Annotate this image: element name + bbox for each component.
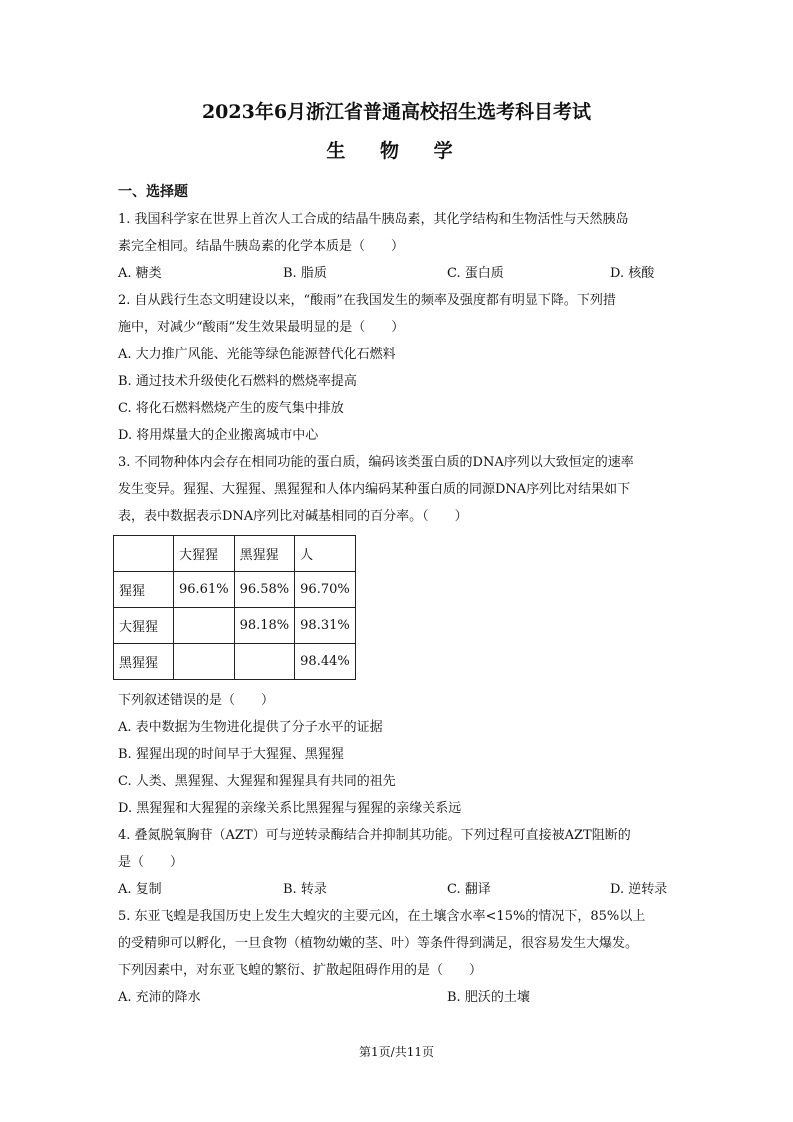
dna-comparison-table	[113, 535, 356, 680]
q1-option-c: C. 蛋白质	[447, 266, 504, 281]
q4-option-a: A. 复制	[118, 882, 162, 897]
q2-option-b: B. 通过技术升级使化石燃料的燃烧率提高	[118, 374, 357, 389]
q3-option-a: A. 表中数据为生物进化提供了分子水平的证据	[118, 720, 383, 735]
table-cell: 96.61%	[174, 572, 235, 608]
q4-option-c: C. 翻译	[447, 882, 491, 897]
q3-stem: 下列叙述错误的是（ ）	[118, 693, 275, 708]
q3-line-1: 3. 不同物种体内会存在相同功能的蛋白质，编码该类蛋白质的DNA序列以大致恒定的速率	[118, 455, 634, 470]
q2-line-1: 2. 自从践行生态文明建设以来，“酸雨”在我国发生的频率及强度都有明显下降。下列措	[118, 293, 616, 308]
subject-title: 生 物 学	[326, 140, 467, 162]
q3-line-2: 发生变异。猩猩、大猩猩、黑猩猩和人体内编码某种蛋白质的同源DNA序列比对结果如下	[118, 482, 631, 497]
q3-option-d: D. 黑猩猩和大猩猩的亲缘关系比黑猩猩与猩猩的亲缘关系远	[118, 801, 462, 816]
table-header-cell: 大猩猩	[174, 536, 235, 572]
table-cell: 96.70%	[295, 572, 356, 608]
q5-option-a: A. 充沛的降水	[118, 990, 201, 1005]
table-row	[114, 572, 356, 608]
q1-option-b: B. 脂质	[283, 266, 327, 281]
q4-option-b: B. 转录	[283, 882, 327, 897]
table-row-label: 猩猩	[114, 572, 174, 608]
q2-option-c: C. 将化石燃料燃烧产生的废气集中排放	[118, 401, 344, 416]
q4-line-1: 4. 叠氮脱氧胸苷（AZT）可与逆转录酶结合并抑制其功能。下列过程可直接被AZT阻断的	[118, 828, 631, 843]
table-row	[114, 644, 356, 680]
table-header-cell: 人	[295, 536, 356, 572]
table-cell	[234, 644, 295, 680]
exam-title: 2023年6月浙江省普通高校招生选考科目考试	[201, 101, 592, 123]
q1-line-1: 1. 我国科学家在世界上首次人工合成的结晶牛胰岛素，其化学结构和生物活性与天然胰岛	[118, 212, 629, 227]
q1-option-d: D. 核酸	[610, 266, 655, 281]
table-row	[114, 608, 356, 644]
q3-option-c: C. 人类、黑猩猩、大猩猩和猩猩具有共同的祖先	[118, 774, 396, 789]
table-cell: 98.31%	[295, 608, 356, 644]
q5-line-3: 下列因素中，对东亚飞蝗的繁衍、扩散起阻碍作用的是（ ）	[118, 963, 483, 978]
section-heading: 一、选择题	[118, 184, 188, 200]
table-cell: 98.18%	[234, 608, 295, 644]
q4-option-d: D. 逆转录	[610, 882, 668, 897]
q3-option-b: B. 猩猩出现的时间早于大猩猩、黑猩猩	[118, 747, 344, 762]
table-header-cell: 黑猩猩	[234, 536, 295, 572]
q2-option-d: D. 将用煤量大的企业搬离城市中心	[118, 428, 319, 443]
q4-line-2: 是（ ）	[118, 855, 184, 870]
q5-line-1: 5. 东亚飞蝗是我国历史上发生大蝗灾的主要元凶，在土壤含水率<15%的情况下，85%以上	[118, 909, 646, 924]
q1-option-a: A. 糖类	[118, 266, 162, 281]
q2-line-2: 施中，对减少“酸雨”发生效果最明显的是（ ）	[118, 320, 405, 335]
table-cell: 96.58%	[234, 572, 295, 608]
table-cell	[174, 608, 235, 644]
table-header-row	[114, 536, 356, 572]
table-row-label: 大猩猩	[114, 608, 174, 644]
table-row-label: 黑猩猩	[114, 644, 174, 680]
page-number: 第1页/共11页	[359, 1045, 434, 1059]
q1-line-2: 素完全相同。结晶牛胰岛素的化学本质是（ ）	[118, 239, 405, 254]
q3-line-3: 表，表中数据表示DNA序列比对碱基相同的百分率。（ ）	[118, 509, 468, 524]
table-cell: 98.44%	[295, 644, 356, 680]
q5-option-b: B. 肥沃的土壤	[447, 990, 530, 1005]
table-cell	[114, 536, 174, 572]
q2-option-a: A. 大力推广风能、光能等绿色能源替代化石燃料	[118, 347, 396, 362]
q5-line-2: 的受精卵可以孵化，一旦食物（植物幼嫩的茎、叶）等条件得到满足，很容易发生大爆发。	[118, 936, 639, 951]
table-cell	[174, 644, 235, 680]
